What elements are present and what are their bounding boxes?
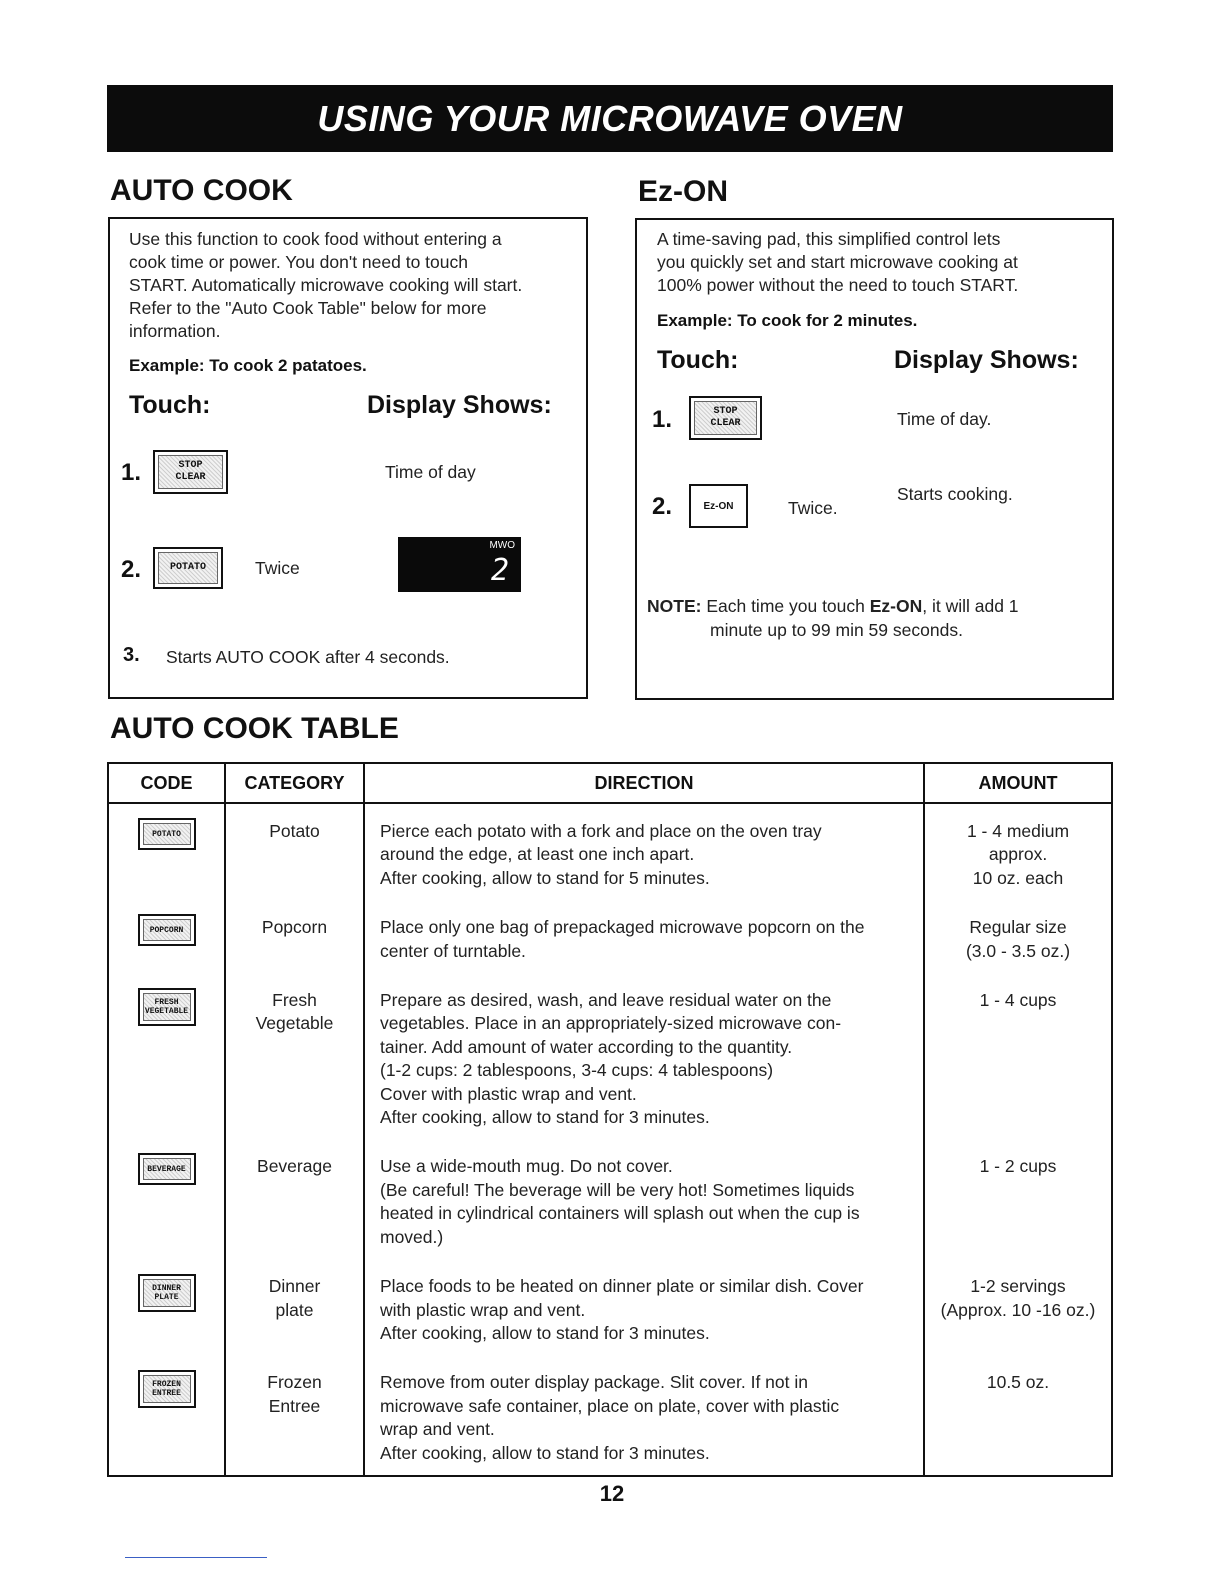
category-cell: [225, 1139, 364, 1259]
direction-line: After cooking, allow to stand for 3 minutes.: [380, 1322, 710, 1343]
direction-line: Place foods to be heated on dinner plate or similar dish. Cover: [380, 1276, 864, 1297]
category-text: Vegetable: [255, 1013, 334, 1034]
note-text: Each time you touch: [701, 596, 870, 616]
ez-on-note-line2: minute up to 99 min 59 seconds.: [710, 620, 963, 640]
potato-key: [153, 547, 223, 589]
ez-on-touch-header: Touch:: [657, 346, 739, 374]
ez-on-intro-line: A time-saving pad, this simplified control lets: [657, 229, 1001, 249]
category-text: Dinner: [268, 1276, 321, 1297]
amount-line: 1 - 4 cups: [979, 990, 1057, 1011]
table-header-row: [108, 763, 1112, 803]
direction-line: Remove from outer display package. Slit cover. If not in: [380, 1372, 808, 1393]
step3-text: Starts AUTO COOK after 4 seconds.: [166, 647, 450, 667]
key-label: POTATO: [152, 829, 181, 839]
ez-on-intro-line: you quickly set and start microwave cooking at: [657, 252, 1018, 272]
frozen-entree-key: [138, 1370, 196, 1408]
auto-cook-table: [107, 762, 1113, 1477]
table-row: [108, 803, 1112, 900]
amount-cell: [924, 1355, 1112, 1476]
direction-line: Place only one bag of prepackaged microwave popcorn on the: [380, 917, 865, 938]
direction-line: After cooking, allow to stand for 3 minutes.: [380, 1442, 710, 1463]
category-cell: [225, 1259, 364, 1355]
column-header: CATEGORY: [225, 763, 364, 803]
direction-line: center of turntable.: [380, 940, 526, 961]
dinner-plate-key: [138, 1274, 196, 1312]
display-mode: MWO: [489, 540, 515, 551]
direction-line: (Be careful! The beverage will be very hot! Sometimes liquids: [380, 1179, 855, 1200]
category-text: Entree: [268, 1395, 321, 1416]
step-number: 3.: [123, 644, 140, 666]
direction-line: tainer. Add amount of water according to the quantity.: [380, 1036, 793, 1057]
amount-line: 10.5 oz.: [986, 1372, 1050, 1393]
category-text: Beverage: [257, 1156, 332, 1177]
amount-line: approx.: [988, 844, 1048, 865]
beverage-key: [138, 1153, 196, 1185]
stop-clear-key: [689, 396, 762, 440]
ez-on-heading: Ez-ON: [638, 175, 728, 208]
category-cell: [225, 803, 364, 900]
category-text: Potato: [269, 821, 320, 841]
amount-line: 1 - 2 cups: [979, 1156, 1057, 1177]
step-number: 2.: [652, 493, 673, 520]
code-cell: [108, 900, 225, 973]
footer-rule: [125, 1557, 267, 1558]
key-label: BEVERAGE: [147, 1164, 186, 1174]
direction-line: Pierce each potato with a fork and place on the oven tray: [380, 821, 822, 841]
popcorn-key: [138, 914, 196, 946]
stop-clear-key: [153, 450, 228, 494]
table-row: [108, 1139, 1112, 1259]
key-label: STOP: [178, 460, 203, 471]
step-number: 1.: [121, 459, 142, 486]
auto-cook-touch-header: Touch:: [129, 391, 211, 419]
amount-cell: [924, 900, 1112, 973]
category-text: Fresh: [272, 990, 317, 1011]
key-label: STOP: [713, 406, 738, 417]
table-row: [108, 973, 1112, 1139]
column-header: AMOUNT: [924, 763, 1112, 803]
page-banner: USING YOUR MICROWAVE OVEN: [107, 85, 1113, 152]
twice-label: Twice: [255, 558, 300, 578]
auto-cook-intro-line: cook time or power. You don't need to touch: [129, 252, 468, 272]
amount-line: 1 - 4 medium: [966, 821, 1070, 841]
category-text: Popcorn: [261, 917, 328, 938]
key-label: FROZEN: [152, 1380, 181, 1390]
auto-cook-intro-line: START. Automatically microwave cooking will start.: [129, 275, 523, 295]
direction-line: Use a wide-mouth mug. Do not cover.: [380, 1156, 673, 1177]
amount-line: 10 oz. each: [972, 867, 1064, 888]
ez-on-note: [647, 596, 1019, 617]
column-header: DIRECTION: [364, 763, 924, 803]
ez-on-display-header: Display Shows:: [894, 346, 1079, 374]
category-text: Frozen: [267, 1372, 322, 1393]
note-key: Ez-ON: [869, 596, 923, 616]
direction-cell: [364, 1259, 924, 1355]
auto-cook-intro-line: Use this function to cook food without entering a: [129, 229, 502, 249]
note-label: NOTE:: [647, 596, 702, 616]
amount-cell: [924, 1259, 1112, 1355]
key-label: CLEAR: [175, 472, 206, 483]
amount-cell: [924, 803, 1112, 900]
table-row: [108, 1259, 1112, 1355]
display-value: 2: [490, 553, 509, 588]
category-cell: [225, 900, 364, 973]
auto-cook-intro-line: information.: [129, 321, 221, 341]
ez-on-example: Example: To cook for 2 minutes.: [657, 311, 918, 330]
auto-cook-intro: [129, 228, 579, 343]
amount-line: (Approx. 10 -16 oz.): [940, 1299, 1096, 1320]
key-label: POPCORN: [149, 925, 184, 935]
code-cell: [108, 803, 225, 900]
auto-cook-intro-line: Refer to the "Auto Cook Table" below for more: [129, 298, 487, 318]
direction-line: After cooking, allow to stand for 5 minutes.: [380, 867, 710, 888]
auto-cook-table-heading: AUTO COOK TABLE: [110, 712, 399, 745]
direction-cell: [364, 1139, 924, 1259]
auto-cook-heading: AUTO COOK: [110, 174, 293, 207]
ez-on-intro-line: 100% power without the need to touch START.: [657, 275, 1019, 295]
key-label: VEGETABLE: [144, 1007, 189, 1017]
fresh-vegetable-key: [138, 988, 196, 1026]
display-starts-cooking: Starts cooking.: [897, 484, 1013, 504]
direction-line: After cooking, allow to stand for 3 minutes.: [380, 1107, 710, 1128]
category-text: plate: [275, 1299, 314, 1320]
key-label: ENTREE: [152, 1389, 181, 1399]
twice-label: Twice.: [788, 498, 838, 518]
step-number: 1.: [652, 406, 673, 433]
direction-line: wrap and vent.: [380, 1419, 495, 1440]
step-number: 2.: [121, 556, 142, 583]
direction-line: moved.): [380, 1226, 444, 1247]
amount-line: Regular size: [969, 917, 1067, 938]
display-time-of-day: Time of day.: [897, 409, 992, 429]
ez-on-key: Ez-ON: [689, 484, 748, 528]
direction-line: around the edge, at least one inch apart.: [380, 844, 695, 865]
key-label: FRESH: [154, 998, 179, 1008]
key-label: POTATO: [169, 562, 206, 573]
page-number: 12: [599, 1481, 625, 1506]
oven-display: [398, 537, 521, 592]
auto-cook-display-header: Display Shows:: [367, 391, 552, 419]
key-label: DINNER: [152, 1284, 181, 1294]
auto-cook-example: Example: To cook 2 patatoes.: [129, 356, 367, 375]
direction-line: with plastic wrap and vent.: [380, 1299, 586, 1320]
potato-key: [138, 818, 196, 850]
display-time-of-day: Time of day: [385, 462, 476, 482]
code-cell: [108, 1139, 225, 1259]
code-cell: [108, 1259, 225, 1355]
amount-line: 1-2 servings: [970, 1276, 1066, 1297]
table-row: [108, 1355, 1112, 1476]
key-label: PLATE: [154, 1293, 179, 1303]
amount-cell: [924, 973, 1112, 1139]
category-cell: [225, 973, 364, 1139]
direction-line: heated in cylindrical containers will splash out when the cup is: [380, 1203, 860, 1224]
code-cell: [108, 973, 225, 1139]
ez-on-intro: [657, 228, 1097, 297]
direction-cell: [364, 973, 924, 1139]
note-text: , it will add 1: [922, 596, 1019, 616]
direction-line: vegetables. Place in an appropriately-sized microwave con-: [380, 1013, 842, 1034]
direction-cell: [364, 900, 924, 973]
direction-line: Cover with plastic wrap and vent.: [380, 1083, 637, 1104]
direction-line: (1-2 cups: 2 tablespoons, 3-4 cups: 4 tablespoons): [380, 1060, 774, 1081]
column-header: CODE: [108, 763, 225, 803]
key-label: CLEAR: [710, 418, 741, 429]
table-row: [108, 900, 1112, 973]
category-cell: [225, 1355, 364, 1476]
direction-cell: [364, 803, 924, 900]
code-cell: [108, 1355, 225, 1476]
direction-line: microwave safe container, place on plate, cover with plastic: [380, 1395, 840, 1416]
direction-line: Prepare as desired, wash, and leave residual water on the: [380, 990, 832, 1011]
amount-cell: [924, 1139, 1112, 1259]
direction-cell: [364, 1355, 924, 1476]
amount-line: (3.0 - 3.5 oz.): [965, 940, 1071, 961]
